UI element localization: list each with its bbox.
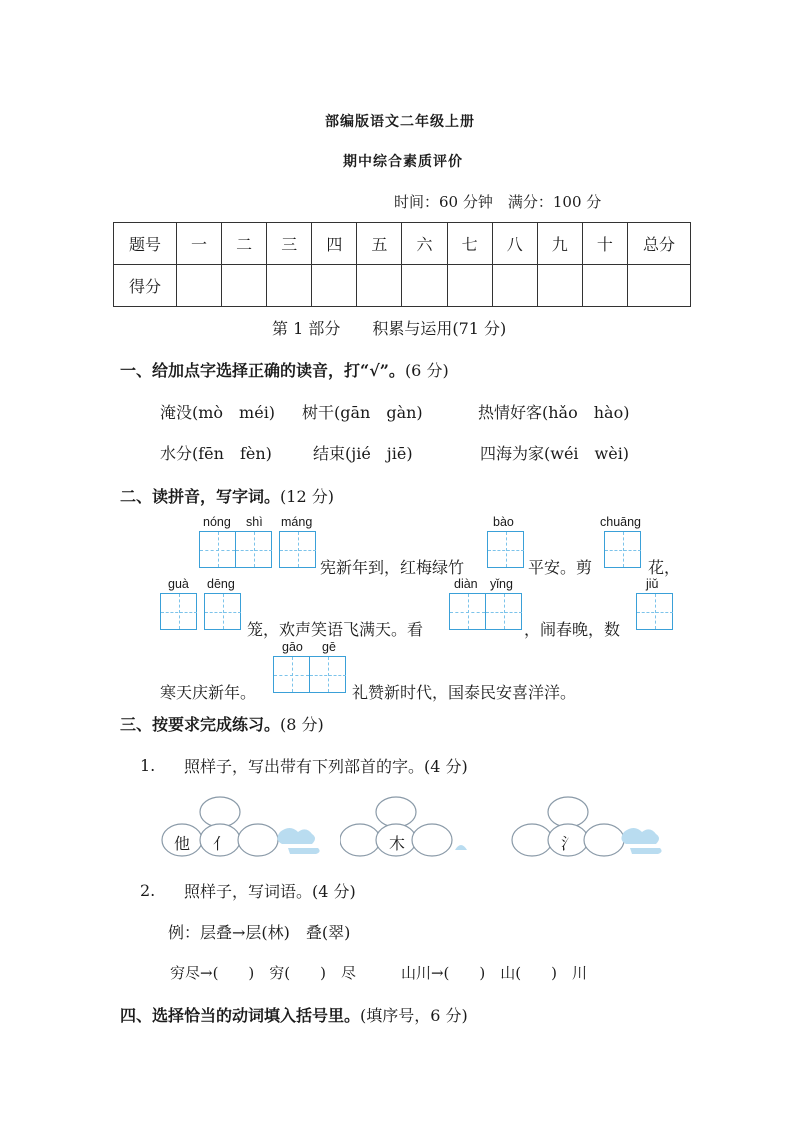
q1-item: 树干(gān gàn) <box>302 403 423 422</box>
q2-text: 笼，欢声笑语飞满天。看 <box>247 620 424 639</box>
q1-item: 水分(fēn fèn) <box>160 444 272 463</box>
question-4-text: 四、选择恰当的动词填入括号里。 <box>120 1006 361 1025</box>
pinyin-label: guà <box>168 577 189 591</box>
score-table-col: 四 <box>312 223 357 265</box>
score-table-col: 一 <box>177 223 222 265</box>
cat-example-char: 他 <box>174 834 191 853</box>
writing-grid[interactable] <box>204 593 241 630</box>
score-table-col: 总分 <box>628 223 691 265</box>
pinyin-label: diàn <box>454 577 478 591</box>
question-2-points: (12 分) <box>280 487 334 506</box>
question-4-title <box>120 1003 468 1026</box>
score-cell[interactable] <box>357 265 402 307</box>
writing-grid[interactable] <box>273 656 346 693</box>
question-3-points: (8 分) <box>280 715 324 734</box>
writing-grid[interactable] <box>199 531 272 568</box>
cat-radical: 氵 <box>561 834 578 853</box>
score-table-row-label: 得分 <box>114 265 177 307</box>
score-table-col: 二 <box>222 223 267 265</box>
score-cell[interactable] <box>177 265 222 307</box>
score-table-col: 六 <box>402 223 447 265</box>
score-table-col: 十 <box>582 223 627 265</box>
pinyin-label: chuāng <box>600 515 642 529</box>
writing-grid[interactable] <box>604 531 641 568</box>
score-table-header-row <box>114 223 691 265</box>
q3-fill-line[interactable]: 穷尽→( ) 穷( ) 尽 山川→( ) 山( ) 川 <box>170 964 587 982</box>
question-3-title <box>120 712 324 735</box>
score-cell[interactable] <box>628 265 691 307</box>
question-2-title <box>120 484 334 507</box>
pinyin-label: shì <box>246 515 263 529</box>
q1-item: 热情好客(hǎo hào) <box>478 403 630 422</box>
score-table-score-row <box>114 265 691 307</box>
score-table-col: 三 <box>267 223 312 265</box>
score-table-row-label: 题号 <box>114 223 177 265</box>
pinyin-label: gē <box>322 640 336 654</box>
question-1-text: 一、给加点字选择正确的读音，打“√”。 <box>120 361 405 380</box>
q3-example-line: 例：层叠→层(林) 叠(翠) <box>168 923 351 942</box>
score-table-col: 八 <box>492 223 537 265</box>
score-table <box>113 222 691 307</box>
q3-sub1-text: 照样子，写出带有下列部首的字。(4 分) <box>184 757 468 776</box>
q3-sub1-num: 1. <box>140 756 156 775</box>
writing-grid[interactable] <box>487 531 524 568</box>
q3-sub2-text: 照样子，写词语。(4 分) <box>184 882 356 901</box>
score-table-col: 九 <box>537 223 582 265</box>
score-cell[interactable] <box>222 265 267 307</box>
pinyin-label: gāo <box>282 640 303 654</box>
q3-sub2-num: 2. <box>140 881 156 900</box>
cat-radical-illustration-3 <box>510 792 670 862</box>
cat-radical: 亻 <box>213 834 230 853</box>
writing-grid[interactable] <box>160 593 197 630</box>
pinyin-label: máng <box>281 515 313 529</box>
cat-radical-illustration-2 <box>340 792 475 862</box>
q2-text: 花， <box>648 558 681 577</box>
score-cell[interactable] <box>402 265 447 307</box>
doc-subtitle: 期中综合素质评价 <box>343 154 463 170</box>
doc-title: 部编版语文二年级上册 <box>325 114 475 130</box>
q2-text: 礼赞新时代，国泰民安喜洋洋。 <box>352 683 577 702</box>
score-table-col: 五 <box>357 223 402 265</box>
question-1-points: (6 分) <box>404 361 449 380</box>
cat-radical: 木 <box>389 834 406 853</box>
q1-item: 淹没(mò méi) <box>160 403 276 422</box>
writing-grid[interactable] <box>279 531 316 568</box>
q2-text: 宪新年到，红梅绿竹 <box>320 558 465 577</box>
question-3-text: 三、按要求完成练习。 <box>120 715 281 734</box>
score-cell[interactable] <box>537 265 582 307</box>
q2-text: 寒天庆新年。 <box>160 683 257 702</box>
part-title: 第 1 部分 积累与运用(71 分) <box>272 319 507 338</box>
pinyin-label: jiǔ <box>646 577 659 591</box>
score-cell[interactable] <box>492 265 537 307</box>
pinyin-label: yǐng <box>490 577 513 591</box>
score-table-col: 七 <box>447 223 492 265</box>
question-2-text: 二、读拼音，写字词。 <box>120 487 281 506</box>
pinyin-label: nóng <box>203 515 231 529</box>
score-cell[interactable] <box>582 265 627 307</box>
pinyin-label: dēng <box>207 577 235 591</box>
score-cell[interactable] <box>312 265 357 307</box>
score-cell[interactable] <box>267 265 312 307</box>
score-cell[interactable] <box>447 265 492 307</box>
q1-item: 四海为家(wéi wèi) <box>480 444 630 463</box>
time-info: 时间：60 分钟 满分：100 分 <box>394 193 602 211</box>
pinyin-label: bào <box>493 515 514 529</box>
writing-grid[interactable] <box>449 593 522 630</box>
q1-item: 结束(jié jiē) <box>313 444 413 463</box>
question-4-points: (填序号，6 分) <box>360 1006 468 1025</box>
q2-text: 平安。剪 <box>528 558 593 577</box>
question-1-title <box>120 358 449 381</box>
q2-text: ，闹春晚，数 <box>524 620 621 639</box>
writing-grid[interactable] <box>636 593 673 630</box>
